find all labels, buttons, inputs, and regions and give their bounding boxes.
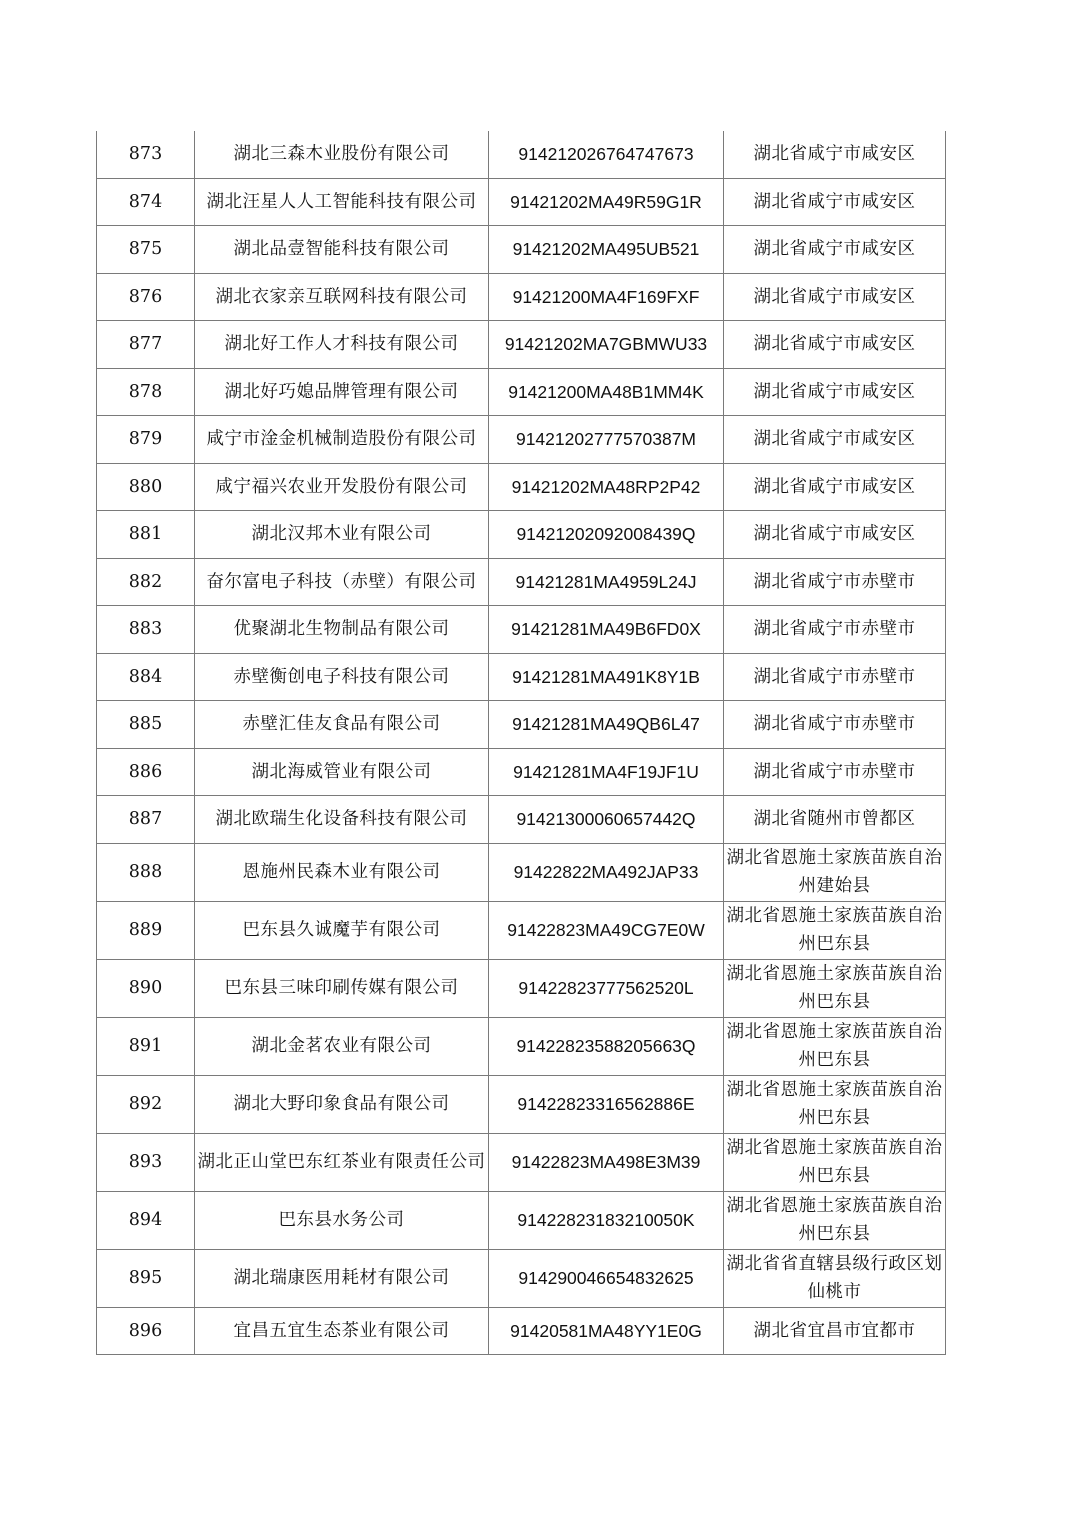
table-row bbox=[97, 368, 946, 416]
region-cell: 湖北省恩施土家族苗族自治州巴东县 bbox=[724, 1017, 946, 1075]
region-cell: 湖北省恩施土家族苗族自治州巴东县 bbox=[724, 1191, 946, 1249]
table-row bbox=[97, 416, 946, 464]
company-name-cell: 优聚湖北生物制品有限公司 bbox=[195, 606, 489, 654]
company-name-cell: 赤壁汇佳友食品有限公司 bbox=[195, 701, 489, 749]
region-cell: 湖北省咸宁市咸安区 bbox=[724, 131, 946, 178]
row-number-cell: 883 bbox=[97, 606, 195, 654]
table-row bbox=[97, 901, 946, 959]
credit-code-cell: 914212026764747673 bbox=[489, 131, 724, 178]
company-name-cell: 湖北衣家亲互联网科技有限公司 bbox=[195, 273, 489, 321]
company-name-cell: 湖北汉邦木业有限公司 bbox=[195, 511, 489, 559]
row-number-cell: 886 bbox=[97, 748, 195, 796]
credit-code-cell: 91421281MA49B6FD0X bbox=[489, 606, 724, 654]
region-cell: 湖北省咸宁市咸安区 bbox=[724, 178, 946, 226]
table-row bbox=[97, 1307, 946, 1355]
table-row bbox=[97, 1017, 946, 1075]
credit-code-cell: 91421300060657442Q bbox=[489, 796, 724, 844]
region-cell: 湖北省咸宁市咸安区 bbox=[724, 273, 946, 321]
company-name-cell: 咸宁市淦金机械制造股份有限公司 bbox=[195, 416, 489, 464]
company-name-cell: 湖北海威管业有限公司 bbox=[195, 748, 489, 796]
row-number-cell: 896 bbox=[97, 1307, 195, 1355]
table-row bbox=[97, 226, 946, 274]
company-name-cell: 湖北金茗农业有限公司 bbox=[195, 1017, 489, 1075]
company-name-cell: 恩施州民森木业有限公司 bbox=[195, 843, 489, 901]
region-cell: 湖北省咸宁市赤壁市 bbox=[724, 558, 946, 606]
credit-code-cell: 91421281MA4F19JF1U bbox=[489, 748, 724, 796]
row-number-cell: 879 bbox=[97, 416, 195, 464]
table-row bbox=[97, 321, 946, 369]
table-row bbox=[97, 1133, 946, 1191]
row-number-cell: 881 bbox=[97, 511, 195, 559]
credit-code-cell: 91421202MA49R59G1R bbox=[489, 178, 724, 226]
region-cell: 湖北省咸宁市赤壁市 bbox=[724, 701, 946, 749]
credit-code-cell: 91422823MA498E3M39 bbox=[489, 1133, 724, 1191]
region-cell: 湖北省恩施土家族苗族自治州巴东县 bbox=[724, 959, 946, 1017]
row-number-cell: 887 bbox=[97, 796, 195, 844]
company-name-cell: 巴东县水务公司 bbox=[195, 1191, 489, 1249]
credit-code-cell: 91421281MA4959L24J bbox=[489, 558, 724, 606]
company-list-table bbox=[96, 131, 946, 1355]
credit-code-cell: 91421281MA49QB6L47 bbox=[489, 701, 724, 749]
region-cell: 湖北省咸宁市咸安区 bbox=[724, 511, 946, 559]
table-row bbox=[97, 1249, 946, 1307]
table-row bbox=[97, 273, 946, 321]
region-cell: 湖北省随州市曾都区 bbox=[724, 796, 946, 844]
credit-code-cell: 91421200MA4F169FXF bbox=[489, 273, 724, 321]
region-cell: 湖北省咸宁市咸安区 bbox=[724, 463, 946, 511]
table-row bbox=[97, 748, 946, 796]
credit-code-cell: 91421202MA7GBMWU33 bbox=[489, 321, 724, 369]
row-number-cell: 873 bbox=[97, 131, 195, 178]
row-number-cell: 885 bbox=[97, 701, 195, 749]
region-cell: 湖北省咸宁市赤壁市 bbox=[724, 653, 946, 701]
table-row bbox=[97, 701, 946, 749]
table-row bbox=[97, 796, 946, 844]
company-name-cell: 巴东县三味印刷传媒有限公司 bbox=[195, 959, 489, 1017]
table-row bbox=[97, 463, 946, 511]
table-row bbox=[97, 558, 946, 606]
table-row bbox=[97, 178, 946, 226]
company-name-cell: 湖北瑞康医用耗材有限公司 bbox=[195, 1249, 489, 1307]
table-row bbox=[97, 131, 946, 178]
credit-code-cell: 91422823316562886E bbox=[489, 1075, 724, 1133]
row-number-cell: 880 bbox=[97, 463, 195, 511]
company-name-cell: 湖北汪星人人工智能科技有限公司 bbox=[195, 178, 489, 226]
region-cell: 湖北省恩施土家族苗族自治州巴东县 bbox=[724, 1075, 946, 1133]
credit-code-cell: 91422823MA49CG7E0W bbox=[489, 901, 724, 959]
credit-code-cell: 914290046654832625 bbox=[489, 1249, 724, 1307]
company-name-cell: 湖北欧瑞生化设备科技有限公司 bbox=[195, 796, 489, 844]
credit-code-cell: 91422823588205663Q bbox=[489, 1017, 724, 1075]
row-number-cell: 892 bbox=[97, 1075, 195, 1133]
credit-code-cell: 91421202MA495UB521 bbox=[489, 226, 724, 274]
region-cell: 湖北省宜昌市宜都市 bbox=[724, 1307, 946, 1355]
company-name-cell: 宜昌五宜生态茶业有限公司 bbox=[195, 1307, 489, 1355]
company-name-cell: 咸宁福兴农业开发股份有限公司 bbox=[195, 463, 489, 511]
row-number-cell: 875 bbox=[97, 226, 195, 274]
credit-code-cell: 91421202MA48RP2P42 bbox=[489, 463, 724, 511]
credit-code-cell: 91421281MA491K8Y1B bbox=[489, 653, 724, 701]
region-cell: 湖北省恩施土家族苗族自治州巴东县 bbox=[724, 901, 946, 959]
table-row bbox=[97, 1075, 946, 1133]
credit-code-cell: 91421200MA48B1MM4K bbox=[489, 368, 724, 416]
company-name-cell: 湖北好巧媳品牌管理有限公司 bbox=[195, 368, 489, 416]
credit-code-cell: 91422823777562520L bbox=[489, 959, 724, 1017]
credit-code-cell: 91420581MA48YY1E0G bbox=[489, 1307, 724, 1355]
company-name-cell: 湖北大野印象食品有限公司 bbox=[195, 1075, 489, 1133]
region-cell: 湖北省咸宁市咸安区 bbox=[724, 321, 946, 369]
credit-code-cell: 91422822MA492JAP33 bbox=[489, 843, 724, 901]
company-name-cell: 湖北三森木业股份有限公司 bbox=[195, 131, 489, 178]
table-row bbox=[97, 959, 946, 1017]
table-row bbox=[97, 511, 946, 559]
table-row bbox=[97, 653, 946, 701]
row-number-cell: 874 bbox=[97, 178, 195, 226]
region-cell: 湖北省咸宁市咸安区 bbox=[724, 368, 946, 416]
credit-code-cell: 91422823183210050K bbox=[489, 1191, 724, 1249]
company-name-cell: 奋尔富电子科技（赤壁）有限公司 bbox=[195, 558, 489, 606]
row-number-cell: 877 bbox=[97, 321, 195, 369]
company-name-cell: 巴东县久诚魔芋有限公司 bbox=[195, 901, 489, 959]
region-cell: 湖北省恩施土家族苗族自治州巴东县 bbox=[724, 1133, 946, 1191]
table-row bbox=[97, 606, 946, 654]
row-number-cell: 888 bbox=[97, 843, 195, 901]
row-number-cell: 893 bbox=[97, 1133, 195, 1191]
company-name-cell: 湖北品壹智能科技有限公司 bbox=[195, 226, 489, 274]
row-number-cell: 884 bbox=[97, 653, 195, 701]
region-cell: 湖北省咸宁市赤壁市 bbox=[724, 748, 946, 796]
region-cell: 湖北省咸宁市咸安区 bbox=[724, 416, 946, 464]
company-name-cell: 赤壁衡创电子科技有限公司 bbox=[195, 653, 489, 701]
table-body bbox=[97, 131, 946, 1355]
table-row bbox=[97, 843, 946, 901]
region-cell: 湖北省省直辖县级行政区划仙桃市 bbox=[724, 1249, 946, 1307]
row-number-cell: 895 bbox=[97, 1249, 195, 1307]
region-cell: 湖北省恩施土家族苗族自治州建始县 bbox=[724, 843, 946, 901]
row-number-cell: 878 bbox=[97, 368, 195, 416]
row-number-cell: 889 bbox=[97, 901, 195, 959]
region-cell: 湖北省咸宁市咸安区 bbox=[724, 226, 946, 274]
row-number-cell: 876 bbox=[97, 273, 195, 321]
credit-code-cell: 91421202777570387M bbox=[489, 416, 724, 464]
row-number-cell: 894 bbox=[97, 1191, 195, 1249]
row-number-cell: 891 bbox=[97, 1017, 195, 1075]
company-name-cell: 湖北好工作人才科技有限公司 bbox=[195, 321, 489, 369]
table-row bbox=[97, 1191, 946, 1249]
region-cell: 湖北省咸宁市赤壁市 bbox=[724, 606, 946, 654]
row-number-cell: 890 bbox=[97, 959, 195, 1017]
credit-code-cell: 91421202092008439Q bbox=[489, 511, 724, 559]
company-name-cell: 湖北正山堂巴东红茶业有限责任公司 bbox=[195, 1133, 489, 1191]
row-number-cell: 882 bbox=[97, 558, 195, 606]
